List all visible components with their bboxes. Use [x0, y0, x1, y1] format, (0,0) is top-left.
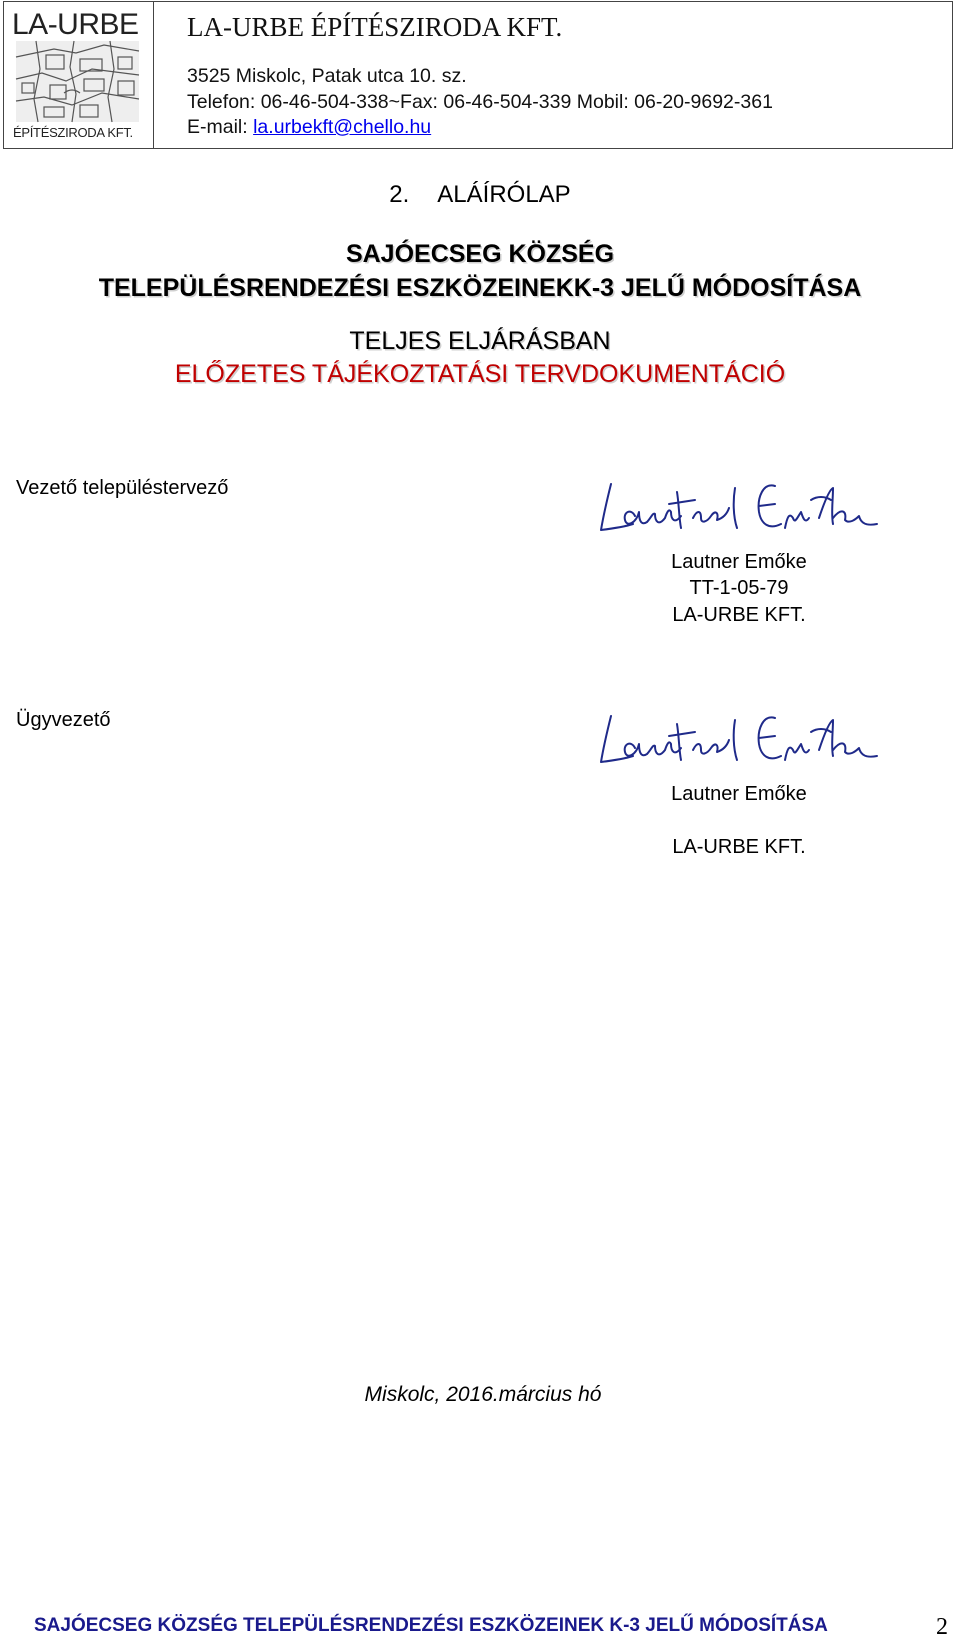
title-line-3: TELJES ELJÁRÁSBAN — [349, 327, 611, 355]
company-name: LA-URBE ÉPÍTÉSZIRODA KFT. — [187, 12, 563, 42]
company-email-line — [187, 116, 431, 139]
signer-id-1: TT-1-05-79 — [689, 577, 789, 599]
section-number: 2. — [389, 181, 410, 208]
signer-company-2: LA-URBE KFT. — [672, 836, 806, 858]
company-phone: Telefon: 06-46-504-338~Fax: 06-46-504-339 Mobil: 06-20-9692-361 — [187, 91, 773, 113]
footer-title: SAJÓECSEG KÖZSÉG TELEPÜLÉSRENDEZÉSI ESZKÖZEINEK K-3 JELŰ MÓDOSÍTÁSA — [34, 1615, 828, 1636]
role-label-2: Ügyvezető — [16, 709, 111, 731]
place-date: Miskolc, 2016.március hó — [364, 1383, 602, 1406]
company-address: 3525 Miskolc, Patak utca 10. sz. — [187, 65, 467, 87]
section-title: ALÁÍRÓLAP — [437, 181, 571, 208]
logo-title: LA-URBE — [12, 8, 139, 41]
section-heading — [0, 181, 960, 209]
page-number: 2 — [936, 1614, 948, 1640]
role-label-1: Vezető településtervező — [16, 477, 229, 499]
signature-2 — [597, 710, 897, 772]
logo-subtitle: ÉPÍTÉSZIRODA KFT. — [13, 125, 133, 140]
signer-name-2: Lautner Emőke — [671, 783, 807, 805]
title-line-4: ELŐZETES TÁJÉKOZTATÁSI TERVDOKUMENTÁCIÓ — [174, 360, 786, 388]
title-line-2: TELEPÜLÉSRENDEZÉSI ESZKÖZEINEKK-3 JELŰ MÓDOSÍTÁSA — [98, 274, 862, 302]
letterhead — [3, 1, 953, 149]
signer-company-1: LA-URBE KFT. — [672, 604, 806, 626]
company-info — [154, 2, 952, 148]
signature-1 — [597, 478, 897, 540]
email-label: E-mail: — [187, 116, 254, 138]
signer-name-1: Lautner Emőke — [671, 551, 807, 573]
email-link[interactable]: la.urbekft@chello.hu — [253, 116, 432, 138]
map-icon — [14, 39, 141, 124]
title-line-1: SAJÓECSEG KÖZSÉG — [345, 240, 615, 268]
company-logo — [4, 2, 154, 148]
